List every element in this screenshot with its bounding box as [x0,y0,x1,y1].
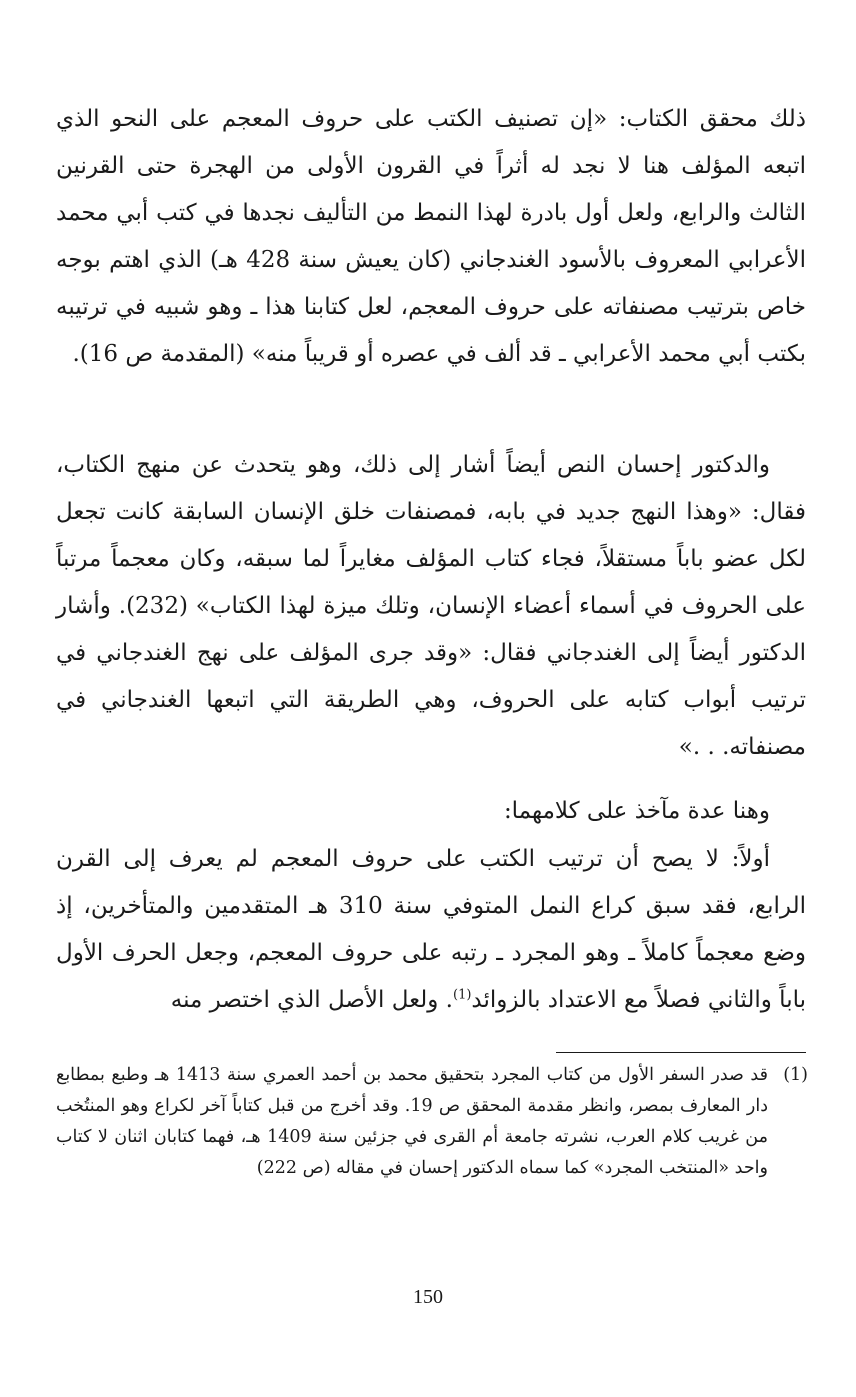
paragraph-text [56,836,806,1024]
footnote-number: (1) [783,1065,808,1085]
paragraph-objections-intro [56,788,806,835]
footnote-divider [556,1052,806,1053]
paragraph-text-part: أولاً: لا يصح أن ترتيب الكتب على حروف المعجم لم يعرف إلى القرن الرابع، فقد سبق كراع النمل المتوفي سنة 310 هـ المتقدمين والمتأخرين، إذ وضع معجماً كاملاً ـ وهو المجرد ـ رتبه على حروف المعجم، وجعل الحرف الأول باباً والثاني فصلاً مع الاعتداد بالزوائد [56,846,806,1013]
paragraph-ihsan-nass [56,442,806,771]
footnote-reference[interactable]: (1) [452,987,472,1003]
paragraph-text: ذلك محقق الكتاب: «إن تصنيف الكتب على حروف المعجم على النحو الذي اتبعه المؤلف هنا لا نجد له أثراً في القرون الأولى من الهجرة حتى القرنين الثالث والرابع، ولعل أول بادرة لهذا النمط من التأليف نجدها في كتب أبي محمد الأعرابي المعروف بالأسود الغندجاني (كان يعيش سنة 428 هـ) الذي اهتم بوجه خاص بترتيب مصنفاته على حروف المعجم، لعل كتابنا هذا ـ وهو شبيه في ترتيبه بكتب أبي محمد الأعرابي ـ قد ألف في عصره أو قريباً منه» (المقدمة ص 16). [56,106,807,367]
paragraph-first-objection [56,836,806,1024]
paragraph-text: وهنا عدة مآخذ على كلامهما: [503,798,770,824]
paragraph-quote-editor [56,96,806,378]
paragraph-text: والدكتور إحسان النص أيضاً أشار إلى ذلك، وهو يتحدث عن منهج الكتاب، فقال: «وهذا النهج جديد في بابه، فمصنفات خلق الإنسان السابقة كانت تجعل لكل عضو باباً مستقلاً، فجاء كتاب المؤلف مغايراً لما سبقه، وكان معجماً مرتباً على الحروف في أسماء أعضاء الإنسان، وتلك ميزة لهذا الكتاب» (232). وأشار الدكتور أيضاً إلى الغندجاني فقال: «وقد جرى المؤلف على نهج الغندجاني في ترتيب أبواب كتابه على الحروف، وهي الطريقة التي اتبعها الغندجاني في مصنفاته. . .» [56,452,806,760]
footnote-text: قد صدر السفر الأول من كتاب المجرد بتحقيق محمد بن أحمد العمري سنة 1413 هـ وطبع بمطابع دار المعارف بمصر، وانظر مقدمة المحقق ص 19. وقد أخرج من قبل كتاباً آخر لكراع وهو المنتُخب من غريب كلام العرب، نشرته جامعة أم القرى في جزئين سنة 1409 هـ، فهما كتابان اثنان لا كتاب واحد «المنتخب المجرد» كما سماه الدكتور إحسان في مقاله (ص 222) [56,1065,769,1178]
paragraph-text-part: . ولعل الأصل الذي اختصر منه [170,987,453,1013]
footnote [56,1060,808,1184]
page-number: 150 [413,1286,443,1308]
